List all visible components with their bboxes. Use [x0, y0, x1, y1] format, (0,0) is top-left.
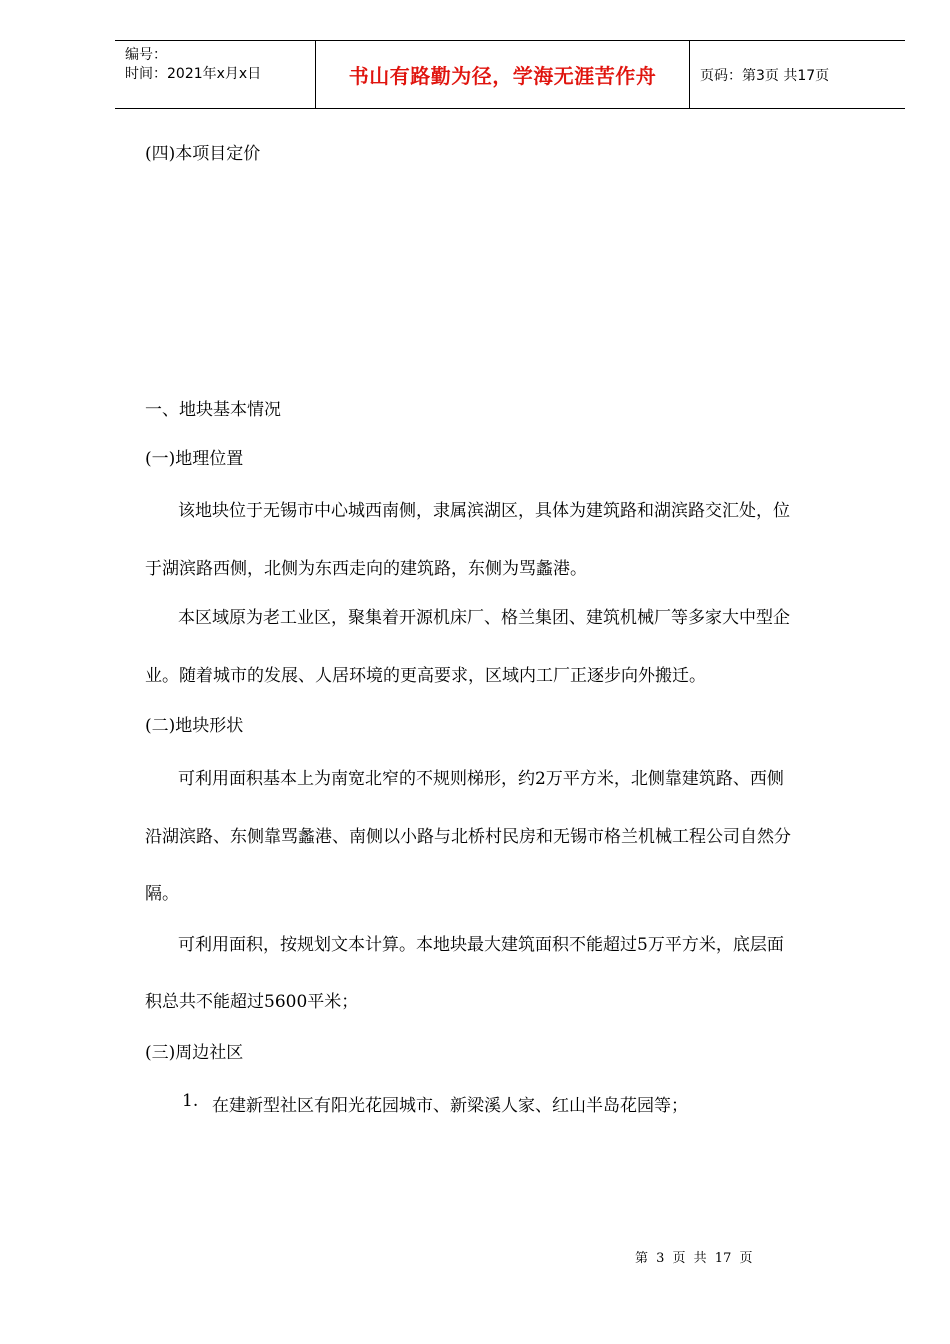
- paragraph-3-line-1: 可利用面积基本上为南宽北窄的不规则梯形，约2万平方米，北侧靠建筑路、西侧: [178, 769, 784, 789]
- page-header: [115, 40, 905, 109]
- paragraph-2-line-2: 业。随着城市的发展、人居环境的更高要求，区域内工厂正逐步向外搬迁。: [145, 666, 706, 686]
- time-label: 时间：2021年x月x日: [125, 66, 262, 82]
- heading-land-basics: 一、地块基本情况: [145, 400, 281, 420]
- header-motto-cell: [316, 41, 690, 108]
- number-label: 编号：: [125, 47, 167, 63]
- list-item: 在建新型社区有阳光花园城市、新梁溪人家、红山半岛花园等；: [212, 1096, 688, 1116]
- paragraph-1-line-1: 该地块位于无锡市中心城西南侧，隶属滨湖区，具体为建筑路和湖滨路交汇处，位: [178, 501, 790, 521]
- header-page-cell: [690, 41, 905, 108]
- section-pricing: (四)本项目定价: [145, 144, 261, 164]
- header-page-code: 页码：第3页 共17页: [700, 67, 830, 84]
- list-number: 1.: [182, 1091, 199, 1111]
- paragraph-3-line-2: 沿湖滨路、东侧靠骂蠡港、南侧以小路与北桥村民房和无锡市格兰机械工程公司自然分: [145, 827, 791, 847]
- header-motto: 书山有路勤为径，学海无涯苦作舟: [348, 64, 657, 88]
- paragraph-4-line-2: 积总共不能超过5600平米；: [145, 992, 359, 1012]
- header-meta: [115, 41, 316, 108]
- subheading-communities: (三)周边社区: [145, 1043, 244, 1063]
- paragraph-2-line-1: 本区域原为老工业区，聚集着开源机床厂、格兰集团、建筑机械厂等多家大中型企: [178, 608, 790, 628]
- page-footer: 第 3 页 共 17 页: [635, 1251, 753, 1266]
- paragraph-3-line-3: 隔。: [145, 884, 179, 904]
- subheading-shape: (二)地块形状: [145, 716, 244, 736]
- subheading-location: (一)地理位置: [145, 449, 244, 469]
- paragraph-4-line-1: 可利用面积，按规划文本计算。本地块最大建筑面积不能超过5万平方米，底层面: [178, 935, 784, 955]
- paragraph-1-line-2: 于湖滨路西侧，北侧为东西走向的建筑路，东侧为骂蠡港。: [145, 559, 587, 579]
